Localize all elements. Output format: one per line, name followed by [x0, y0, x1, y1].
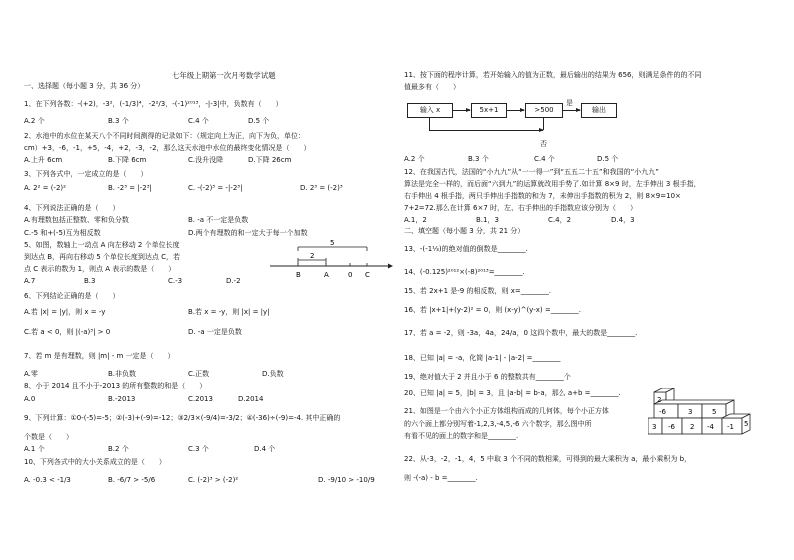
cube-mid-label-2: 3 [688, 408, 693, 416]
q1-option-d: D.5 个 [248, 117, 270, 125]
q9-option-c: C.3 个 [188, 445, 209, 453]
q2-option-b: B.下降 6cm [108, 156, 147, 164]
q1-option-b: B.3 个 [108, 117, 129, 125]
q11-option-b: B.3 个 [468, 155, 489, 163]
question-13: 13、-(-1⅓)的绝对值的倒数是________. [404, 245, 528, 253]
q5-option-c: C.-3 [168, 277, 183, 285]
cube-bot-label-5: -1 [727, 423, 734, 431]
q5-option-a: A.7 [24, 277, 36, 285]
segment-ba-label: 2 [310, 252, 315, 260]
question-14: 14、(-0.125)²⁰¹²×(-8)²⁰¹³=________. [404, 268, 525, 276]
q4-option-b: B. -a 不一定是负数 [188, 216, 249, 224]
q3-option-d: D. 2³ = (-2)³ [300, 184, 343, 192]
question-3: 3、下列各式中，一定成立的是（ ） [24, 170, 148, 178]
question-12-line-1: 12、在我国古代，法国的“小九九”从“一一得一”到“五五二十五”和我国的“小九九” [404, 168, 659, 176]
flow-step-box: 5x+1 [471, 103, 507, 118]
q12-option-a: A.1，2 [404, 216, 427, 224]
point-origin-label: 0 [348, 271, 353, 279]
question-22-line-2: 则 -(-a) - b =________. [404, 474, 478, 482]
question-1: 1、在下列各数：-(+2)，-3²，(-1/3)⁴，-2²/3，-(-1)²⁰¹³，-|-3|中，负数有（ ） [24, 100, 283, 108]
flow-no-label: 否 [540, 140, 547, 148]
flow-yes-label: 是 [566, 99, 573, 107]
q3-option-b: B. -2³ = |-2³| [108, 184, 152, 192]
q5-option-d: D.-2 [226, 277, 241, 285]
cube-bot-label-2: -6 [668, 423, 675, 431]
cube-bot-label-4: -4 [707, 423, 714, 431]
q3-option-a: A. 2² = (-2)² [24, 184, 66, 192]
q6-option-a: A.若 |x| = |y|，则 x = -y [24, 308, 106, 316]
q1-option-a: A.2 个 [24, 117, 45, 125]
question-12-line-2: 算法是完全一样的，而后面“六到九”的运算就改用手势了.如计算 8×9 时，左手伸出 3 根手指， [404, 180, 701, 188]
q8-option-d: D.2014 [238, 395, 264, 403]
q11-option-a: A.2 个 [404, 155, 425, 163]
q9-option-a: A.1 个 [24, 445, 45, 453]
cube-top-label: 2 [657, 396, 662, 404]
q9-option-d: D.4 个 [254, 445, 276, 453]
question-12-line-4: 7+2=72.那么在计算 6×7 时，左、右手伸出的手指数应该分别为（ ） [404, 204, 637, 212]
point-a-label: A [324, 271, 329, 279]
q1-option-c: C.4 个 [188, 117, 209, 125]
question-16: 16、若 |x+1|+(y-2)² = 0，则 (x-y)^(y-x) =________. [404, 306, 581, 314]
question-9-line-2: 个数是（ ） [24, 433, 73, 441]
flow-arrow-2 [506, 110, 524, 111]
flow-arrow-1 [452, 110, 470, 111]
question-21-line-2: 的六个面上都分别写着-1,2,3,-4,5,-6 六个数字，那么图中所 [404, 420, 592, 428]
question-21-line-1: 21、如图是一个由六个小正方体组构而成的几何体，每个小正方体 [404, 407, 609, 415]
question-9-line-1: 9、下列计算：①0-(-5)=-5；②(-3)+(-9)=-12；③2/3×(-9/4)=-3/2；④(-36)÷(-9)=-4. 其中正确的 [24, 414, 341, 422]
q12-option-b: B.1，3 [476, 216, 499, 224]
q2-option-d: D.下降 26cm [248, 156, 292, 164]
q10-option-a: A. -0.3 < -1/3 [24, 476, 71, 484]
q8-option-a: A.0 [24, 395, 36, 403]
question-12-line-3: 右手伸出 4 根手指，两只手伸出手指数的和为 7，未伸出手指数的积为 2，则 8×9=10× [404, 192, 681, 200]
flow-input-box: 输入 x [407, 103, 453, 118]
question-7: 7、若 m 是有理数，则 |m| - m 一定是（ ） [24, 352, 175, 360]
q2-option-a: A.上升 6cm [24, 156, 63, 164]
q4-option-c: C.-5 和+(-5)互为相反数 [24, 229, 101, 237]
question-11-line-2: 值最多有（ ） [404, 83, 460, 91]
question-17: 17、若 a = -2，则 -3a，4a，24/a，0 这四个数中，最大的数是________. [404, 329, 638, 337]
number-line-figure [268, 238, 393, 282]
cube-stack-figure [648, 388, 760, 448]
question-11-line-1: 11、按下面的程序计算，若开始输入的值为正数，最后输出的结果为 656，则满足条件的的不同 [404, 71, 702, 79]
cube-bot-label-1: 3 [652, 423, 657, 431]
flow-loop-back [429, 130, 543, 131]
cube-bot-label-6: 5 [744, 420, 749, 428]
question-2-line-2: cm）+3，-6，-1，+5，-4，+2，-3，-2，那么这天水池中水位的最终变化情况是（ ） [24, 144, 311, 152]
cube-mid-label-1: -6 [659, 408, 666, 416]
question-5-line-1: 5、如图，数轴上一动点 A 向左移动 2 个单位长度 [24, 241, 180, 249]
q10-option-c: C. (-2)³ > (-2)² [188, 476, 239, 484]
question-15: 15、若 2x+1 是-9 的相反数，则 x=________. [404, 287, 551, 295]
question-19: 19、绝对值大于 2 并且小于 6 的整数共有________个 [404, 373, 571, 381]
question-2-line-1: 2、水池中的水位在某天八个不同时间测得的记录如下：（规定向上为正，向下为负，单位： [24, 132, 305, 140]
q3-option-c: C. -(-2)³ = -|-2³| [188, 184, 243, 192]
cube-bot-label-3: 2 [690, 423, 695, 431]
segment-bc-label: 5 [330, 239, 335, 247]
question-10: 10、下列各式中的大小关系成立的是（ ） [24, 458, 166, 466]
q5-option-b: B.3 [84, 277, 96, 285]
question-8: 8、小于 2014 且不小于-2013 的所有整数的和是（ ） [24, 382, 207, 390]
flow-loop-up [429, 117, 430, 130]
q4-option-d: D.两个有理数的和一定大于每一个加数 [188, 229, 308, 237]
question-20: 20、已知 |a| = 5，|b| = 3，且 |a-b| = b-a，那么 a+b =________. [404, 389, 621, 397]
question-5-line-2: 到达点 B，再向右移动 5 个单位长度到达点 C，若 [24, 253, 181, 261]
q7-option-c: C.正数 [188, 370, 210, 378]
q7-option-d: D.负数 [262, 370, 284, 378]
q9-option-b: B.2 个 [108, 445, 129, 453]
axis-arrow-icon [388, 264, 393, 269]
question-4: 4、下列说法正确的是（ ） [24, 204, 120, 212]
flow-arrow-yes [562, 110, 580, 111]
q12-option-c: C.4，2 [548, 216, 572, 224]
section-heading-choice: 一、选择题（每小题 3 分，共 36 分） [24, 82, 145, 90]
q10-option-b: B. -6/7 > -5/6 [108, 476, 156, 484]
question-6: 6、下列结论正确的是（ ） [24, 292, 120, 300]
flow-compare-box: >500 [525, 103, 563, 118]
q12-option-d: D.4，3 [611, 216, 635, 224]
question-22-line-1: 22、从-3，-2，-1，4，5 中取 3 个不同的数相乘，可得到的最大乘积为 a，最小乘积为 b， [404, 455, 692, 463]
q2-option-c: C.没升没降 [188, 156, 224, 164]
question-5-line-3: 点 C 表示的数为 1，则点 A 表示的数是（ ） [24, 265, 176, 273]
section-heading-fill: 二、填空题（每小题 3 分，共 21 分） [404, 227, 525, 235]
page-title: 七年级上期第一次月考数学试题 [172, 71, 276, 80]
cube-mid-label-3: 5 [712, 408, 717, 416]
q7-option-b: B.非负数 [108, 370, 137, 378]
question-18: 18、已知 |a| = -a，化简 |a-1| - |a-2| =________ [404, 354, 561, 362]
q4-option-a: A.有理数包括正整数、零和负分数 [24, 216, 129, 224]
q10-option-d: D. -9/10 > -10/9 [318, 476, 375, 484]
question-21-line-3: 有看不见的面上的数字和是________. [404, 432, 519, 440]
q11-option-c: C.4 个 [534, 155, 555, 163]
q6-option-c: C.若 a < 0，则 |(-a)³| > 0 [24, 328, 111, 336]
flow-output-box: 输出 [581, 103, 617, 118]
q7-option-a: A.零 [24, 370, 38, 378]
q8-option-b: B.-2013 [108, 395, 136, 403]
q6-option-d: D. -a 一定是负数 [188, 328, 242, 336]
q11-option-d: D.5 个 [597, 155, 619, 163]
q6-option-b: B.若 x = -y，则 |x| = |y| [188, 308, 270, 316]
q8-option-c: C.2013 [188, 395, 213, 403]
point-c-label: C [365, 271, 370, 279]
point-b-label: B [296, 271, 301, 279]
